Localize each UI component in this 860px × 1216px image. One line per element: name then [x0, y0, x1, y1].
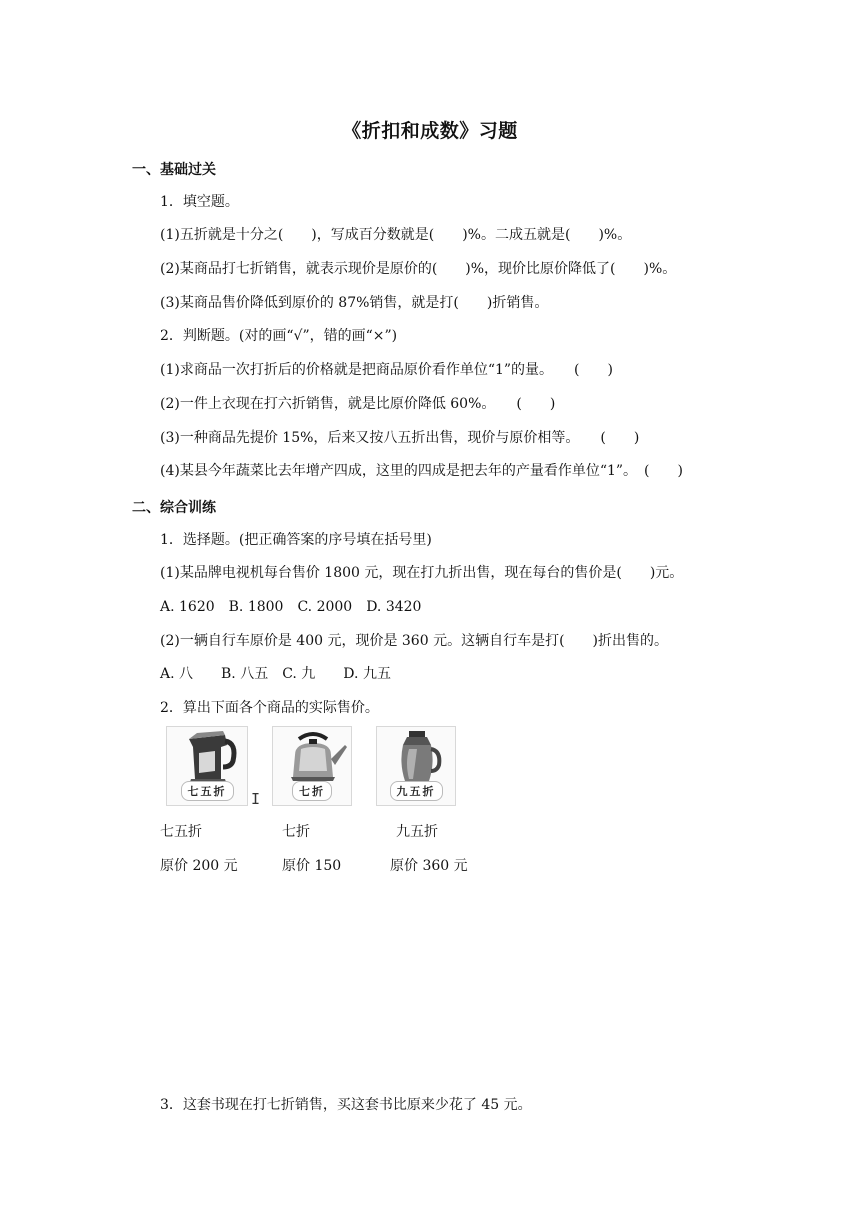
product-price-3: 原价 360 元 [390, 858, 468, 874]
product-discount-1: 七五折 [160, 824, 202, 840]
fill-blank-item-2: (2)某商品打七折销售，就表示现价是原价的( )%，现价比原价降低了( )%。 [160, 261, 677, 277]
kettle-electric-icon [167, 727, 249, 789]
choice-item-2: (2)一辆自行车原价是 400 元，现价是 360 元。这辆自行车是打( )折出售的。 [160, 633, 668, 649]
true-false-item-4: (4)某县今年蔬菜比去年增产四成，这里的四成是把去年的产量看作单位“1”。 ( ) [160, 463, 683, 479]
product-discount-3: 九五折 [396, 824, 438, 840]
question-fill-blank-stem: 1．填空题。 [160, 194, 239, 210]
product-card-kettle [166, 726, 248, 806]
product-price-1: 原价 200 元 [160, 858, 238, 874]
choice-options-1: A. 1620 B. 1800 C. 2000 D. 3420 [160, 599, 422, 615]
discount-tag-1: 七五折 [181, 781, 234, 801]
section-heading-basic: 一、基础过关 [132, 162, 216, 178]
true-false-item-2: (2)一件上衣现在打六折销售，就是比原价降低 60%。 ( ) [160, 396, 556, 412]
question-price-stem: 2．算出下面各个商品的实际售价。 [160, 700, 379, 716]
choice-item-1: (1)某品牌电视机每台售价 1800 元，现在打九折出售，现在每台的售价是( )元。 [160, 565, 684, 581]
teapot-icon [273, 727, 353, 789]
product-discount-2: 七折 [282, 824, 310, 840]
thermos-icon [377, 727, 457, 789]
discount-tag-2: 七折 [292, 781, 332, 801]
text-cursor-icon: I [251, 790, 261, 808]
product-card-teapot [272, 726, 352, 806]
page-title: 《折扣和成数》习题 [342, 120, 518, 142]
product-images [166, 726, 466, 808]
discount-tag-3: 九五折 [390, 781, 443, 801]
choice-options-2: A. 八 B. 八五 C. 九 D. 九五 [160, 666, 391, 682]
fill-blank-item-1: (1)五折就是十分之( )，写成百分数就是( )%。二成五就是( )%。 [160, 227, 632, 243]
true-false-item-3: (3)一种商品先提价 15%，后来又按八五折出售，现价与原价相等。 ( ) [160, 430, 640, 446]
product-card-thermos [376, 726, 456, 806]
product-price-2: 原价 150 [282, 858, 342, 874]
section-heading-training: 二、综合训练 [132, 500, 216, 516]
question-true-false-stem: 2．判断题。(对的画“√”，错的画“×”) [160, 328, 398, 344]
fill-blank-item-3: (3)某商品售价降低到原价的 87%销售，就是打( )折销售。 [160, 295, 549, 311]
true-false-item-1: (1)求商品一次打折后的价格就是把商品原价看作单位“1”的量。 ( ) [160, 362, 613, 378]
question-choice-stem: 1．选择题。(把正确答案的序号填在括号里) [160, 532, 432, 548]
question-book-stem: 3．这套书现在打七折销售，买这套书比原来少花了 45 元。 [160, 1097, 532, 1113]
